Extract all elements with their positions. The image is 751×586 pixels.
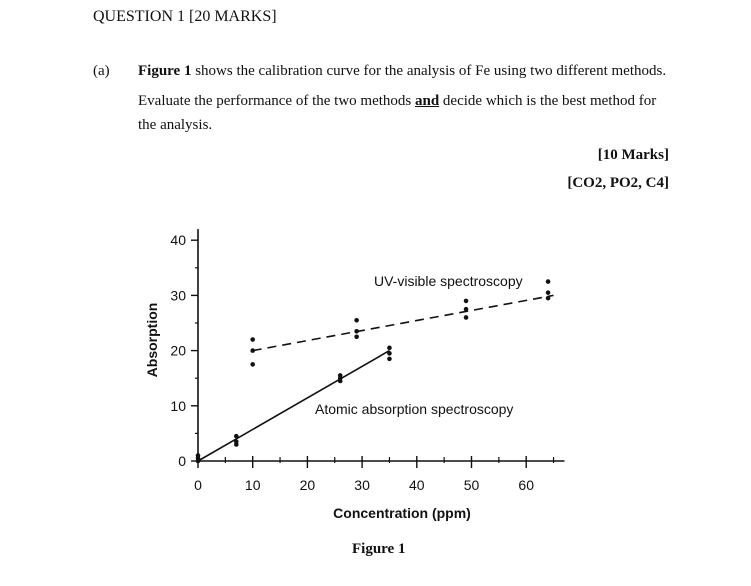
- question-line-3: the analysis.: [138, 117, 213, 133]
- data-point-uv: [250, 362, 255, 367]
- question-line-2-post: decide which is the best method for: [439, 93, 657, 109]
- x-tick-label: 30: [354, 477, 370, 493]
- y-tick-label: 10: [170, 397, 186, 414]
- data-point-aas: [234, 442, 239, 447]
- data-point-aas: [338, 379, 343, 384]
- data-point-uv: [464, 299, 469, 304]
- question-line-1-text: shows the calibration curve for the analysis of Fe using two different methods.: [191, 63, 667, 79]
- x-tick-label: 40: [409, 477, 425, 493]
- data-point-aas: [387, 351, 392, 356]
- marks-allocation: [10 Marks]: [597, 147, 669, 163]
- data-point-uv: [546, 296, 551, 301]
- x-tick-label: 10: [244, 477, 261, 493]
- data-point-aas: [387, 346, 392, 351]
- data-point-uv: [354, 335, 359, 340]
- data-point-uv: [546, 290, 551, 295]
- x-tick-label: 60: [518, 477, 534, 493]
- y-tick-label: 30: [170, 287, 186, 304]
- question-heading: QUESTION 1 [20 MARKS]: [93, 8, 277, 25]
- y-tick-label: 40: [170, 232, 186, 249]
- legend-label-uv: UV-visible spectroscopy: [374, 273, 523, 289]
- x-tick-label: 0: [194, 477, 202, 493]
- x-tick-label: 20: [299, 477, 316, 493]
- outcome-codes: [CO2, PO2, C4]: [567, 175, 669, 191]
- emphasis-and: and: [414, 93, 440, 109]
- y-axis-label: Absorption: [144, 302, 160, 378]
- fit-line-uv: [253, 295, 554, 350]
- data-point-aas: [234, 434, 239, 439]
- legend-label-aas: Atomic absorption spectroscopy: [315, 401, 514, 417]
- data-point-uv: [464, 307, 469, 312]
- data-point-uv: [250, 337, 255, 342]
- data-point-uv: [250, 348, 255, 353]
- figure-caption: Figure 1: [352, 541, 406, 557]
- y-tick-label: 20: [170, 342, 186, 359]
- part-label: (a): [93, 63, 110, 79]
- data-point-aas: [196, 459, 201, 464]
- figure-reference: Figure 1: [138, 63, 192, 79]
- data-point-uv: [546, 279, 551, 284]
- question-line-2-pre: Evaluate the performance of the two methods: [138, 93, 415, 109]
- data-point-uv: [354, 318, 359, 323]
- x-axis-label: Concentration (ppm): [333, 505, 471, 521]
- data-point-uv: [464, 315, 469, 320]
- x-tick-label: 50: [463, 477, 480, 493]
- data-point-uv: [354, 329, 359, 334]
- data-point-aas: [387, 357, 392, 362]
- y-tick-label: 0: [178, 453, 186, 469]
